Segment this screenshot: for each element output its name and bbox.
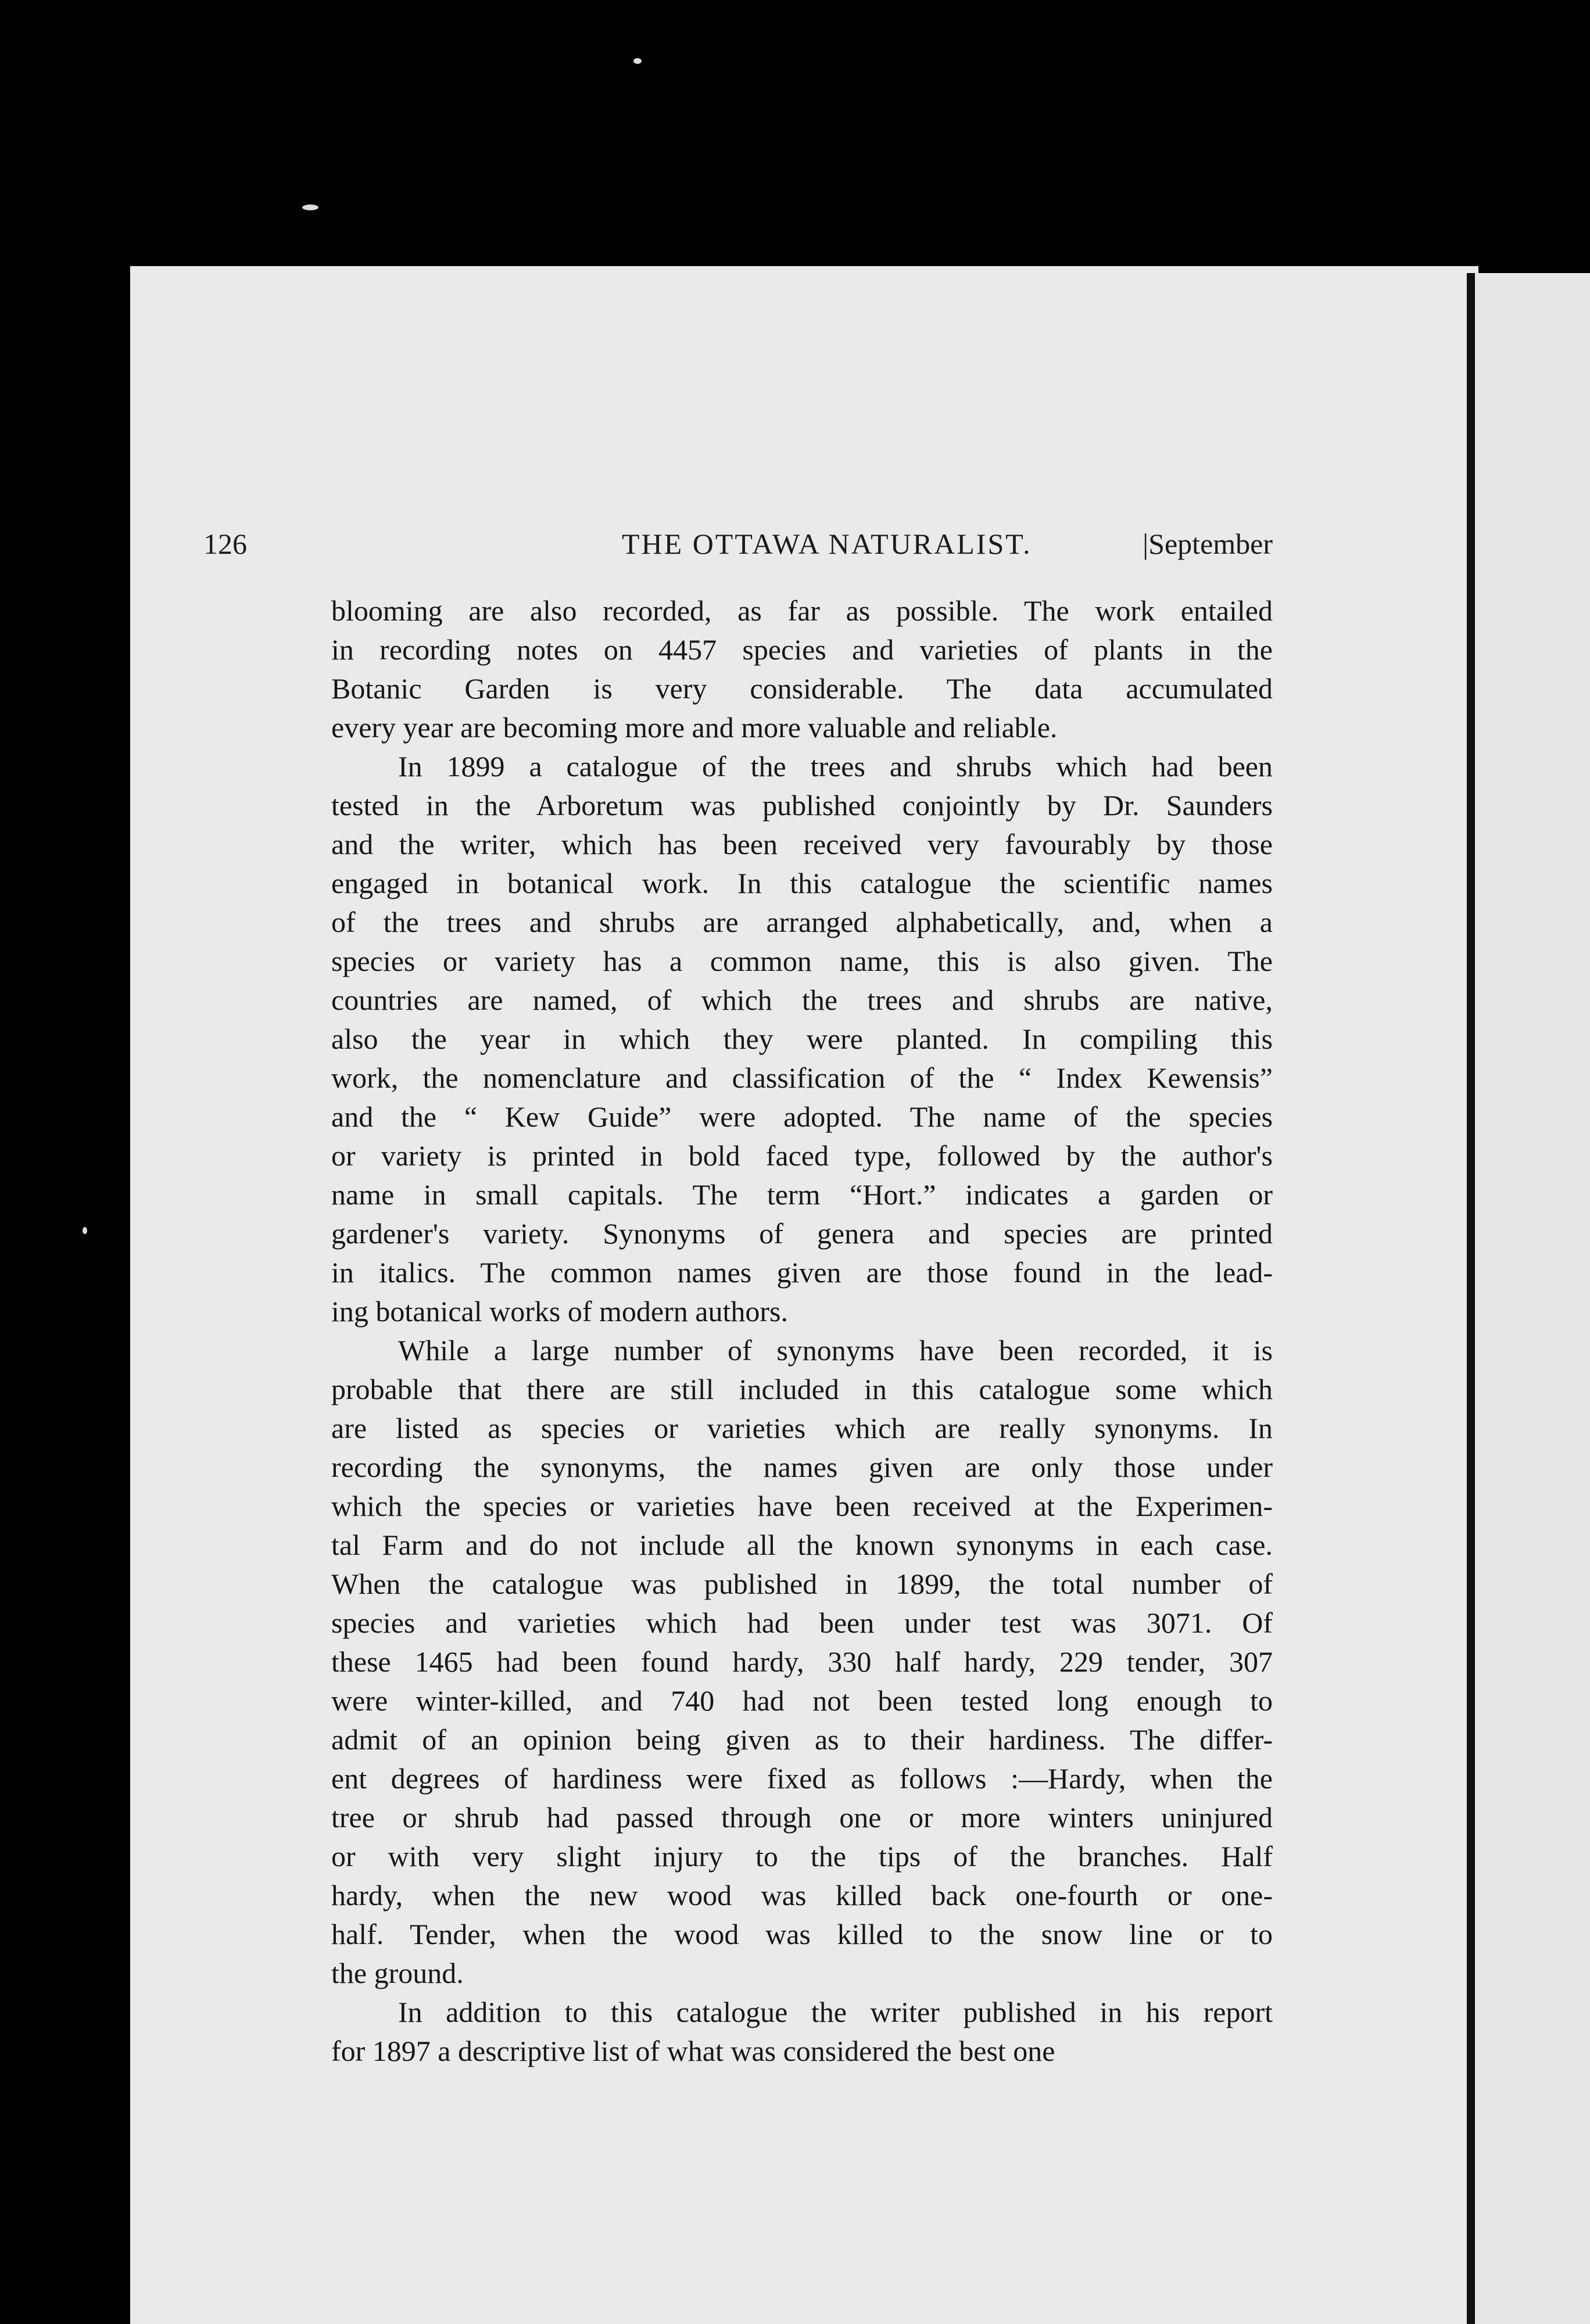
text-line: work, the nomenclature and classification of the “ Index Kewensis” (331, 1061, 1273, 1094)
issue-month: |September (1143, 528, 1273, 560)
text-line: ing botanical works of modern authors. (331, 1295, 788, 1328)
dust-speck (302, 205, 318, 210)
text-line: hardy, when the new wood was killed back one-fourth or one- (331, 1879, 1273, 1911)
facing-page-edge (1475, 273, 1590, 2324)
text-line: tested in the Arboretum was published conjointly by Dr. Saunders (331, 789, 1273, 822)
text-line: or with very slight injury to the tips of the branches. Half (331, 1840, 1273, 1873)
text-line: for 1897 a descriptive list of what was considered the best one (331, 2035, 1055, 2067)
text-line: species or variety has a common name, this is also given. The (331, 945, 1273, 977)
text-line: countries are named, of which the trees and shrubs are native, (331, 984, 1273, 1016)
paragraph (331, 747, 1273, 1331)
text-line: also the year in which they were planted. In compiling this (331, 1023, 1273, 1055)
text-line: gardener's variety. Synonyms of genera and species are printed (331, 1217, 1273, 1250)
text-line: species and varieties which had been under test was 3071. Of (331, 1606, 1273, 1639)
text-line: name in small capitals. The term “Hort.” indicates a garden or (331, 1178, 1273, 1211)
page-gutter-edge (1467, 273, 1475, 2324)
text-line: recording the synonyms, the names given are only those under (331, 1451, 1273, 1483)
text-line: were winter-killed, and 740 had not been tested long enough to (331, 1684, 1273, 1717)
text-line: ent degrees of hardiness were fixed as follows :—Hardy, when the (331, 1762, 1273, 1795)
paragraph (331, 1993, 1273, 2071)
dust-speck (83, 1227, 87, 1234)
text-line: tal Farm and do not include all the known synonyms in each case. (331, 1529, 1273, 1561)
text-line: are listed as species or varieties which are really synonyms. In (331, 1412, 1273, 1444)
text-line: When the catalogue was published in 1899, the total number of (331, 1568, 1273, 1600)
paragraph (331, 591, 1273, 747)
text-line: probable that there are still included in this catalogue some which (331, 1373, 1273, 1405)
text-line: in recording notes on 4457 species and varieties of plants in the (331, 633, 1273, 666)
text-line: admit of an opinion being given as to their hardiness. The differ- (331, 1723, 1273, 1756)
text-line: tree or shrub had passed through one or more winters uninjured (331, 1801, 1273, 1834)
article-body (331, 591, 1273, 2071)
text-line: While a large number of synonyms have been recorded, it is (398, 1334, 1273, 1367)
running-header (203, 527, 1273, 568)
text-line: and the “ Kew Guide” were adopted. The name of the species (331, 1100, 1273, 1133)
text-line: In 1899 a catalogue of the trees and shrubs which had been (398, 750, 1273, 783)
text-line: which the species or varieties have been received at the Experimen- (331, 1490, 1273, 1522)
text-line: In addition to this catalogue the writer published in his report (398, 1996, 1273, 2028)
text-line: Botanic Garden is very considerable. The data accumulated (331, 672, 1273, 705)
page-number: 126 (203, 528, 247, 560)
text-line: every year are becoming more and more valuable and reliable. (331, 711, 1058, 744)
dust-speck (633, 58, 642, 64)
text-line: these 1465 had been found hardy, 330 half hardy, 229 tender, 307 (331, 1645, 1273, 1678)
text-line: and the writer, which has been received very favourably by those (331, 828, 1273, 860)
text-line: of the trees and shrubs are arranged alphabetically, and, when a (331, 906, 1273, 938)
text-line: half. Tender, when the wood was killed to the snow line or to (331, 1918, 1273, 1950)
text-line: blooming are also recorded, as far as possible. The work entailed (331, 594, 1273, 627)
text-line: in italics. The common names given are those found in the lead- (331, 1256, 1273, 1289)
text-line: engaged in botanical work. In this catalogue the scientific names (331, 867, 1273, 899)
paragraph (331, 1331, 1273, 1993)
text-line: or variety is printed in bold faced type, followed by the author's (331, 1139, 1273, 1172)
text-line: the ground. (331, 1957, 464, 1989)
journal-title: THE OTTAWA NATURALIST. (622, 528, 1032, 560)
